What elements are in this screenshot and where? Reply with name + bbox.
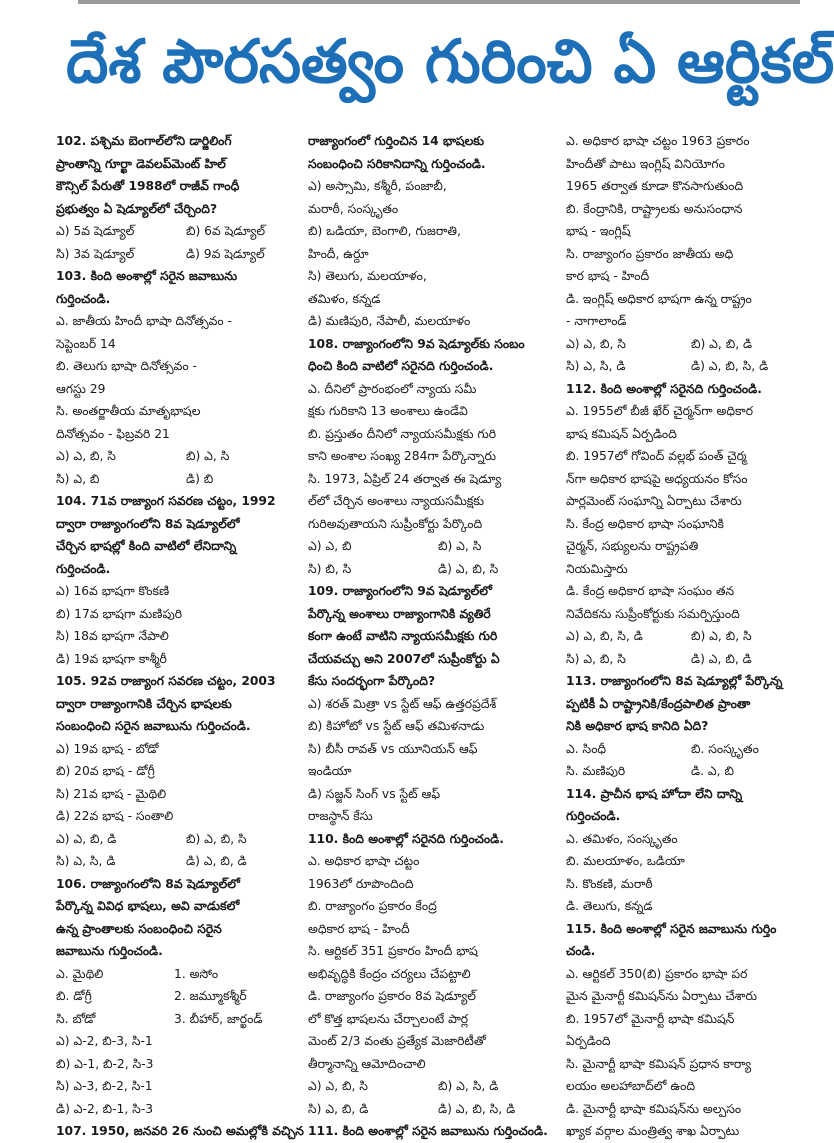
- option-line: సి) ఎ-3, బి-2, సి-1: [56, 1079, 153, 1093]
- option-line: బి. ప్రస్తుతం దీనిలో న్యాయసమీక్షకు గురి: [308, 426, 497, 441]
- option-line: బి. రాజ్యాంగం ప్రకారం కేంద్ర: [308, 899, 437, 913]
- option-line: డి) మణిపురి, నేపాలీ, మలయాళం: [308, 314, 471, 328]
- answer-choice: బి) ఎ, బి, సి: [186, 831, 247, 846]
- question-line: 102. పశ్చిమ బెంగాల్‌లోని డార్జిలింగ్: [56, 134, 232, 148]
- option-line: పార్లమెంట్ సంఘాన్ని ఏర్పాటు చేశారు: [566, 494, 742, 508]
- question-line: జవాబును గుర్తించండి.: [56, 944, 163, 958]
- option-line: భాష కమిషన్ ఏర్పడింది: [566, 426, 677, 441]
- option-line: తీర్మానాన్ని ఆమోదించాలి: [308, 1056, 426, 1071]
- column-2: [308, 130, 554, 1138]
- answer-choice: ఎ) ఎ, బి: [308, 539, 352, 553]
- match-row: [56, 985, 303, 1008]
- answer-choice: బి) ఎ, సి: [438, 539, 482, 553]
- answer-choices-row: [308, 1075, 554, 1098]
- option-line: డి) 22వ భాష - సంతాలి: [56, 809, 174, 823]
- option-line: సి) బీసీ రావత్ vs యూనియన్ ఆఫ్: [308, 741, 478, 756]
- match-left: బి. డోగ్రీ: [56, 989, 92, 1003]
- answer-choice: బి) ఎ, బి, సి: [691, 629, 752, 643]
- answer-choices-row: [56, 850, 303, 873]
- option-line: సి. అంతర్జాతీయ మాతృభాషల: [56, 404, 201, 418]
- question-line: 115. కింది అంశాల్లో సరైన జవాబును గుర్తిం: [566, 921, 777, 936]
- question-line: గుర్తించండి.: [56, 561, 111, 576]
- option-line: బి. మలయాళం, ఒడియా: [566, 854, 685, 868]
- answer-choice: సి) ఎ, బి: [56, 471, 100, 486]
- option-line: ఎ) 19వ భాష - బోడో: [56, 741, 159, 756]
- option-line: ఎ) అస్సామి, కశ్మీరీ, పంజాబీ,: [308, 179, 447, 193]
- option-line: డి) 19వ భాషగా కాశ్మీరీ: [56, 651, 167, 666]
- match-row: [56, 963, 303, 986]
- question-line: చండి.: [566, 944, 596, 958]
- option-line: సి) 18వ భాషగా నేపాలి: [56, 629, 169, 643]
- answer-choice: డి) ఎ, బి, సి: [438, 561, 499, 576]
- option-line: ఎ. అధికార భాషా చట్టం 1963 ప్రకారం: [566, 134, 750, 148]
- option-line: బి) కిహోటో vs స్టేట్ ఆఫ్ తమిళనాడు: [308, 719, 485, 733]
- article-body: [0, 130, 800, 1138]
- option-line: ఎ. 1955లో బీజీ ఖేర్ చైర్మన్‌గా అధికార: [566, 404, 753, 418]
- option-line: చైర్మన్, సభ్యులను రాష్ట్రపతి: [566, 539, 699, 553]
- option-line: తమిళం, కన్నడ: [308, 291, 381, 306]
- question-line: గుర్తించండి.: [566, 809, 621, 823]
- option-line: బి) ఒడియా, బెంగాలి, గుజరాతి,: [308, 224, 461, 238]
- option-line: ఎ. ఆర్టికల్ 350(బి) ప్రకారం భాషా పర: [566, 966, 748, 981]
- option-line: బి) 20వ భాష - డోగ్రీ: [56, 764, 155, 778]
- question-line: రాజ్యాంగంలో గుర్తించిన 14 భాషలకు: [308, 134, 484, 148]
- option-line: బి) 17వ భాషగా మణిపురి: [56, 606, 183, 621]
- answer-choices-row: [566, 625, 800, 648]
- option-line: నివేదికను సుప్రీంకోర్టుకు సమర్పిస్తుంది: [566, 606, 740, 621]
- option-line: అధికార భాష - హిందీ: [308, 921, 410, 936]
- option-line: న్‌గా అధికార భాషపై అధ్యయనం కోసం: [566, 471, 748, 486]
- option-line: 1963లో రూపొందింది: [308, 876, 414, 891]
- option-line: మరాఠీ, సంస్కృతం: [308, 201, 399, 216]
- match-row: [56, 1008, 303, 1031]
- option-line: డి. కేంద్ర అధికార భాషా సంఘం తన: [566, 584, 735, 598]
- option-line: ఎ. దీనిలో ప్రారంభంలో న్యాయ సమీ: [308, 381, 477, 396]
- option-line: ల్‌లో చేర్చిన అంశాలు న్యాయసమీక్షకు: [308, 494, 484, 508]
- option-line: ఎ) ఎ-2, బి-3, సి-1: [56, 1034, 153, 1048]
- option-line: దినోత్సవం - ఫిబ్రవరి 21: [56, 426, 170, 441]
- answer-choice: ఎ) ఎ, బి, సి: [56, 449, 116, 463]
- answer-choice: సి) ఎ, సి, డి: [56, 854, 116, 868]
- option-line: డి) ఎ-2, బి-1, సి-3: [56, 1101, 154, 1116]
- option-line: మైన మైనార్టీ కమిషన్‌ను ఏర్పాటు చేశారు: [566, 989, 758, 1003]
- match-left: ఎ. మైథిలి: [56, 966, 104, 981]
- question-line: ద్వారా రాజ్యాంగానికి చేర్చిన భాషలకు: [56, 696, 232, 711]
- option-line: మెంట్ 2/3 వంతు ప్రత్యేక మెజారిటీతో: [308, 1034, 486, 1048]
- question-line: ప్రభుత్వం ఏ షెడ్యూల్‌లో చేర్చింది?: [56, 201, 218, 216]
- column-3: [566, 130, 800, 1138]
- question-line: పేర్కొన్న అంశాలు రాజ్యాంగానికి వ్యతిరే: [308, 606, 491, 621]
- answer-choice: ఎ) ఎ, బి, సి: [566, 336, 626, 351]
- answer-choices-row: [56, 445, 303, 468]
- option-line: ఎ. తమిళం, సంస్కృతం: [566, 831, 678, 846]
- answer-choice: డి) బి: [186, 471, 214, 486]
- question-line: ప్పటికీ ఏ రాష్ట్రానికి/కేంద్రపాలిత ప్రాంతా: [566, 696, 751, 711]
- option-line: సెప్టెంబర్ 14: [56, 336, 116, 351]
- answer-choices-row: [566, 648, 800, 671]
- answer-choice: డి) ఎ, బి, సి, డి: [691, 359, 769, 373]
- answer-choices-row: [56, 220, 303, 243]
- answer-choice: సి) ఎ, బి, డి: [308, 1101, 369, 1116]
- option-line: హిందీ, ఉర్దూ: [308, 246, 369, 261]
- answer-choice: బి. సంస్కృతం: [691, 741, 759, 756]
- answer-choice: ఎ. సింధీ: [566, 741, 607, 756]
- question-line: 104. 71వ రాజ్యాంగ సవరణ చట్టం, 1992: [56, 494, 276, 508]
- answer-choices-row: [308, 1098, 554, 1121]
- question-line: 109. రాజ్యాంగంలోని 9వ షెడ్యూల్‌లో: [308, 584, 492, 598]
- answer-choice: డి. ఎ, బి: [691, 764, 734, 778]
- option-line: 1965 తర్వాత కూడా కొనసాగుతుంది: [566, 179, 744, 193]
- option-line: సి. రాజ్యాంగం ప్రకారం జాతీయ అధి: [566, 246, 734, 261]
- question-line: కౌన్సిల్ పేరుతో 1988లో రాజీవ్ గాంధీ: [56, 179, 240, 193]
- question-line: ధించి కింది వాటిలో సరైనది గుర్తించండి.: [308, 359, 494, 373]
- question-line: నికి అధికార భాష కానిది ఏది?: [566, 719, 709, 733]
- question-line: గుర్తించండి.: [56, 291, 111, 306]
- answer-choice: ఎ) 5వ షెడ్యూల్: [56, 224, 135, 238]
- question-line: 111. కింది అంశాల్లో సరైన జవాబును గుర్తించండి.: [308, 1124, 548, 1138]
- option-line: డి. రాజ్యాంగం ప్రకారం 8వ షెడ్యూల్: [308, 989, 476, 1003]
- question-line: కేసు సందర్భంగా పేర్కొంది?: [308, 674, 436, 688]
- question-line: 112. కింది అంశాల్లో సరైనది గుర్తించండి.: [566, 381, 762, 396]
- answer-choices-row: [308, 535, 554, 558]
- option-line: డి. మైనార్టీ భాషా కమిషన్‌ను అల్పసం: [566, 1101, 742, 1116]
- answer-choices-row: [308, 558, 554, 581]
- answer-choices-row: [566, 760, 800, 783]
- answer-choice: బి) ఎ, సి, డి: [438, 1079, 499, 1093]
- answer-choice: సి) ఎ, బి, సి: [566, 651, 626, 666]
- option-line: కార భాష - హిందీ: [566, 269, 650, 283]
- question-line: పేర్కొన్న వివిధ భాషలు, అవి వాడుకలో: [56, 899, 240, 913]
- option-line: ఎ. జాతీయ హిందీ భాషా దినోత్సవం -: [56, 314, 232, 328]
- match-right: 2. జమ్మూకశ్మీర్: [174, 989, 247, 1003]
- answer-choice: సి) ఎ, సి, డి: [566, 359, 626, 373]
- page-headline: దేశ పౌరసత్వం గురించి ఏ ఆర్టికల్: [66, 27, 834, 97]
- option-line: ఖ్యాక వర్గాల మంత్రిత్వ శాఖ ఏర్పాటు: [566, 1124, 740, 1138]
- option-line: సి. ఆర్టికల్ 351 ప్రకారం హిందీ భాష: [308, 944, 478, 958]
- match-left: సి. బోడో: [56, 1011, 96, 1026]
- option-line: ఎ. అధికార భాషా చట్టం: [308, 854, 420, 868]
- option-line: బి. తెలుగు భాషా దినోత్సవం -: [56, 359, 197, 373]
- question-line: చేయవచ్చు అని 2007లో సుప్రీంకోర్టు ఏ: [308, 651, 500, 666]
- question-line: 108. రాజ్యాంగంలోని 9వ షెడ్యూల్‌కు సంబం: [308, 336, 525, 351]
- answer-choice: ఎ) ఎ, బి, సి, డి: [566, 629, 643, 643]
- option-line: నియమిస్తారు: [566, 561, 628, 576]
- option-line: లయం అలహాబాద్‌లో ఉంది: [566, 1079, 696, 1093]
- option-line: సి. కేంద్ర అధికార భాషా సంఘానికి: [566, 516, 724, 531]
- option-line: ఆగస్టు 29: [56, 381, 106, 396]
- answer-choices-row: [56, 243, 303, 266]
- question-line: కంగా ఉంటే వాటిని న్యాయసమీక్షకు గురి: [308, 629, 498, 643]
- question-line: ఉన్న ప్రాంతాలకు సంబంధించి సరైన: [56, 921, 222, 936]
- option-line: బి) ఎ-1, బి-2, సి-3: [56, 1056, 154, 1071]
- option-line: బి. 1957లో గోవింద్ వల్లభ్ పంత్ చైర్మ: [566, 449, 747, 463]
- option-line: సి. మైనార్టీ భాషా కమిషన్ ప్రధాన కార్యా: [566, 1056, 752, 1071]
- answer-choice: ఎ) ఎ, బి, సి: [308, 1079, 368, 1093]
- option-line: భాష - ఇంగ్లిష్: [566, 224, 631, 238]
- answer-choice: డి) ఎ, బి, డి: [691, 651, 752, 666]
- option-line: డి. తెలుగు, కన్నడ: [566, 899, 653, 913]
- option-line: లో కొత్త భాషలను చేర్చాలంటే పార్ల: [308, 1011, 469, 1026]
- match-right: 1. అసోం: [174, 966, 219, 981]
- option-line: రాజస్థాన్ కేసు: [308, 809, 373, 823]
- question-line: చేర్చిన భాషల్లో కింది వాటిలో లేనిదాన్ని: [56, 539, 237, 553]
- question-line: 103. కింది అంశాల్లో సరైన జవాబును: [56, 269, 238, 283]
- option-line: బి. 1957లో మైనార్టీ భాషా కమిషన్: [566, 1011, 735, 1026]
- option-line: డి. ఇంగ్లిష్ అధికార భాషగా ఉన్న రాష్ట్రం: [566, 291, 752, 306]
- match-right: 3. బీహార్, జార్ఖండ్: [174, 1011, 263, 1026]
- option-line: ఎ) 16వ భాషగా కొంకణి: [56, 584, 170, 598]
- answer-choice: బి) ఎ, బి, డి: [691, 336, 753, 351]
- question-line: 113. రాజ్యాంగంలోని 8వ షెడ్యూల్లో పేర్కొన్న: [566, 674, 783, 688]
- option-line: ఎ) శరత్ మిత్రా vs స్టేట్ ఆఫ్ ఉత్తరప్రదేశ్: [308, 696, 497, 711]
- question-line: సంబంధించి సరికానిదాన్ని గుర్తించండి.: [308, 156, 486, 171]
- option-line: బి. కేంద్రానికి, రాష్ట్రాలకు అనుసంధాన: [566, 201, 743, 216]
- answer-choices-row: [56, 468, 303, 491]
- question-line: సంబంధించి సరైన జవాబును గుర్తించండి.: [56, 719, 251, 733]
- answer-choice: డి) ఎ, బి, సి, డి: [438, 1101, 516, 1116]
- answer-choice: బి) ఎ, సి: [186, 449, 230, 463]
- answer-choices-row: [566, 355, 800, 378]
- answer-choices-row: [566, 738, 800, 761]
- answer-choice: బి) 6వ షెడ్యూల్: [186, 224, 266, 238]
- column-1: [56, 130, 304, 1138]
- answer-choice: సి. మణిపురి: [566, 764, 626, 778]
- answer-choices-row: [566, 333, 800, 356]
- option-line: క్షకు గురికాని 13 అంశాలు ఉండేవి: [308, 404, 468, 418]
- option-line: కాని అంశాల సంఖ్య 284గా పేర్కొన్నారు: [308, 449, 497, 463]
- question-line: 114. ప్రాచీన భాష హోదా లేని దాన్ని: [566, 786, 743, 801]
- option-line: సి. 1973, ఏప్రిల్ 24 తర్వాత ఈ షెడ్యూ: [308, 471, 502, 486]
- answer-choice: ఎ) ఎ, బి, డి: [56, 831, 117, 846]
- option-line: సి) తెలుగు, మలయాళం,: [308, 269, 427, 283]
- option-line: - నాగాలాండ్: [566, 314, 627, 328]
- answer-choice: సి) 3వ షెడ్యూల్: [56, 246, 135, 261]
- option-line: గురిఅవుతాయని సుప్రీంకోర్టు పేర్కొంది: [308, 516, 483, 531]
- answer-choice: సి) బి, సి: [308, 561, 352, 576]
- question-line: 110. కింది అంశాల్లో సరైనది గుర్తించండి.: [308, 831, 504, 846]
- option-line: అభివృద్ధికి కేంద్రం చర్యలు చేపట్టాలి: [308, 966, 471, 981]
- question-line: 107. 1950, జనవరి 26 నుంచి అమల్లోకి వచ్చిన: [56, 1124, 304, 1138]
- question-line: 106. రాజ్యాంగంలోని 8వ షెడ్యూల్‌లో: [56, 876, 240, 891]
- option-line: సి) 21వ భాష - మైథిలి: [56, 786, 167, 801]
- question-line: ద్వారా రాజ్యాంగంలోని 8వ షెడ్యూల్‌లో: [56, 516, 240, 531]
- answer-choices-row: [56, 828, 303, 851]
- question-line: 105. 92వ రాజ్యాంగ సవరణ చట్టం, 2003: [56, 674, 276, 688]
- question-line: ప్రాంతాన్ని గూర్ఖా డెవలప్‌మెంట్ హిల్: [56, 156, 226, 171]
- option-line: హిందీతో పాటు ఇంగ్లిష్ వినియోగం: [566, 156, 725, 171]
- option-line: ఇండియా: [308, 764, 352, 778]
- option-line: డి) సజ్జన్ సింగ్ vs స్టేట్ ఆఫ్: [308, 786, 441, 801]
- top-rule: [78, 0, 800, 4]
- answer-choice: డి) ఎ, బి, డి: [186, 854, 247, 868]
- option-line: ఏర్పడింది: [566, 1034, 611, 1048]
- option-line: సి. కొంకణి, మరాఠీ: [566, 876, 653, 891]
- answer-choice: డి) 9వ షెడ్యూల్: [186, 246, 265, 261]
